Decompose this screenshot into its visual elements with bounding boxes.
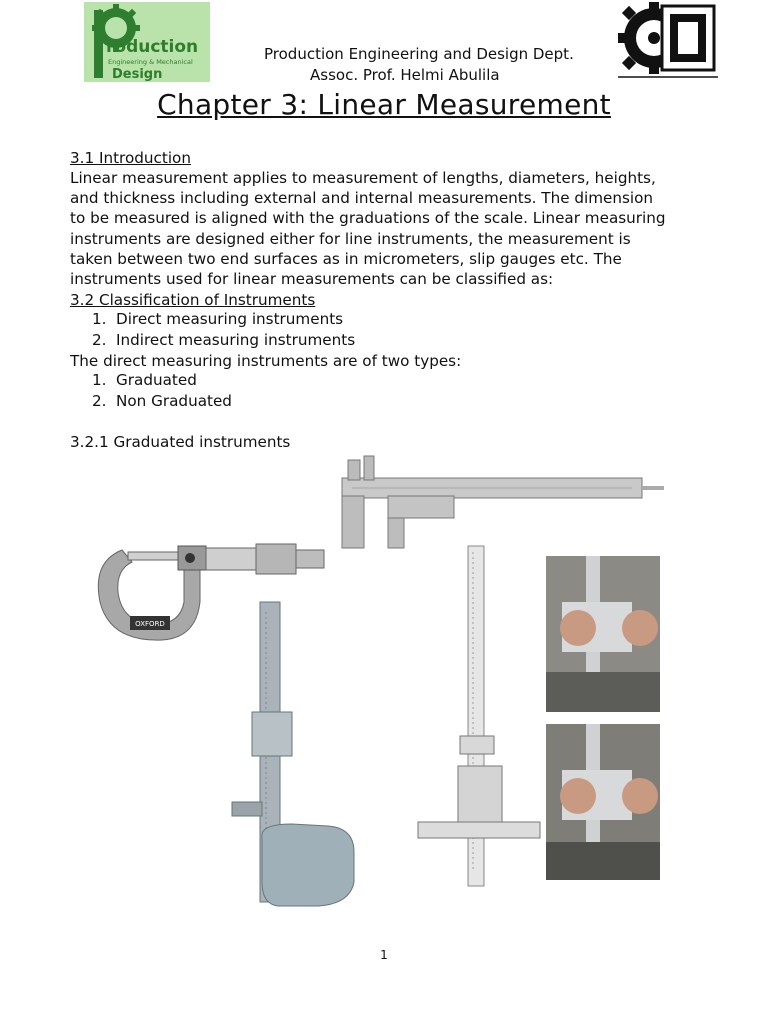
list-item <box>92 310 343 328</box>
list-text: Indirect measuring instruments <box>116 331 356 349</box>
list-item <box>92 371 197 389</box>
university-gear-logo <box>618 2 720 80</box>
page-number: 1 <box>380 948 388 962</box>
department-name: Production Engineering and Design Dept. <box>264 45 574 63</box>
depth-gauge-image <box>418 546 540 886</box>
depth-gauge-photo-top <box>546 556 660 712</box>
intro-line-3: to be measured is aligned with the graduations of the scale. Linear measuring <box>70 209 666 227</box>
classification-heading: 3.2 Classification of Instruments <box>70 291 316 309</box>
intro-heading: 3.1 Introduction <box>70 149 191 167</box>
vernier-caliper-image <box>342 456 664 548</box>
height-gauge-image <box>232 602 354 906</box>
graduated-heading: 3.2.1 Graduated instruments <box>70 433 291 451</box>
intro-line-4: instruments are designed either for line instruments, the measurement is <box>70 230 631 248</box>
intro-line-5: taken between two end surfaces as in micrometers, slip gauges etc. The <box>70 250 622 268</box>
svg-text:OXFORD: OXFORD <box>135 620 165 628</box>
list-number: 1. <box>92 371 107 389</box>
list-number: 2. <box>92 392 107 410</box>
author-name: Assoc. Prof. Helmi Abulila <box>310 66 500 84</box>
direct-types-text: The direct measuring instruments are of two types: <box>70 352 462 370</box>
intro-line-1: Linear measurement applies to measurement of lengths, diameters, heights, <box>70 169 656 187</box>
list-item <box>92 331 355 349</box>
micrometer-image <box>98 544 324 640</box>
svg-text:Engineering & Mechanical: Engineering & Mechanical <box>108 58 193 66</box>
list-number: 1. <box>92 310 107 328</box>
svg-text:Design: Design <box>112 67 163 82</box>
intro-line-2: and thickness including external and internal measurements. The dimension <box>70 189 654 207</box>
depth-gauge-photo-bottom <box>546 724 660 880</box>
graduated-instruments-figure <box>92 452 672 922</box>
list-number: 2. <box>92 331 107 349</box>
list-item <box>92 392 232 410</box>
list-text: Graduated <box>116 371 197 389</box>
chapter-title: Chapter 3: Linear Measurement <box>157 88 611 121</box>
intro-line-6: instruments used for linear measurements can be classified as: <box>70 270 554 288</box>
production-design-logo <box>84 2 210 82</box>
list-text: Non Graduated <box>116 392 232 410</box>
svg-text:roduction: roduction <box>106 37 199 57</box>
list-text: Direct measuring instruments <box>116 310 344 328</box>
